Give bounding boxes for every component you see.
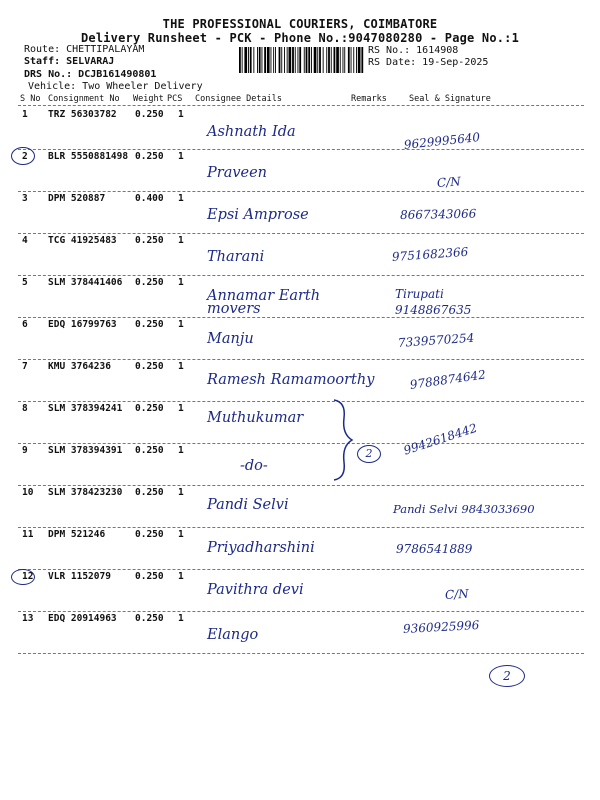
row-sno: 1 xyxy=(22,109,28,120)
row-weight: 0.250 xyxy=(135,487,164,498)
row-sno: 12 xyxy=(22,571,34,582)
row-consignment: DPM 521246 xyxy=(48,529,106,540)
row-divider xyxy=(18,611,584,612)
row-sno: 3 xyxy=(22,193,28,204)
vehicle-label: Vehicle: Two Wheeler Delivery xyxy=(28,81,203,92)
runsheet-subtitle: Delivery Runsheet - PCK - Phone No.:9047080280 - Page No.:1 xyxy=(80,31,520,45)
col-seal: Seal & Signature xyxy=(409,94,491,104)
row-consignment: SLM 378441406 xyxy=(48,277,123,288)
row-consignment: EDQ 20914963 xyxy=(48,613,117,624)
barcode xyxy=(238,47,365,73)
signature: Pandi Selvi 9843033690 xyxy=(393,502,535,516)
row-divider xyxy=(18,653,584,654)
row-consignment: VLR 1152079 xyxy=(48,571,111,582)
row-consignment: TRZ 56303782 xyxy=(48,109,117,120)
row-weight: 0.250 xyxy=(135,361,164,372)
row-weight: 0.250 xyxy=(135,235,164,246)
row-pcs: 1 xyxy=(178,403,184,414)
row-divider xyxy=(18,443,584,444)
signature: 9788874642 xyxy=(409,367,487,392)
row-consignment: SLM 378423230 xyxy=(48,487,123,498)
row-consignment: EDQ 16799763 xyxy=(48,319,117,330)
row-pcs: 1 xyxy=(178,319,184,330)
bottom-circled-number: 2 xyxy=(489,665,525,687)
row-pcs: 1 xyxy=(178,487,184,498)
bracket-circled-number: 2 xyxy=(357,445,381,463)
row-pcs: 1 xyxy=(178,361,184,372)
col-weight: Weight xyxy=(133,94,164,104)
row-divider xyxy=(18,191,584,192)
col-remarks: Remarks xyxy=(351,94,387,104)
circled-mark-row-12 xyxy=(11,569,35,585)
col-consignment: Consignment No xyxy=(48,94,120,104)
row-sno: 5 xyxy=(22,277,28,288)
row-weight: 0.250 xyxy=(135,403,164,414)
row-sno: 11 xyxy=(22,529,34,540)
row-weight: 0.400 xyxy=(135,193,164,204)
row-consignment: DPM 520887 xyxy=(48,193,106,204)
row-divider xyxy=(18,359,584,360)
consignee-name: Ramesh Ramamoorthy xyxy=(207,372,375,388)
row-sno: 6 xyxy=(22,319,28,330)
staff-label: Staff: SELVARAJ xyxy=(24,56,115,67)
row-consignment: SLM 378394391 xyxy=(48,445,123,456)
row-weight: 0.250 xyxy=(135,109,164,120)
circled-mark-row-2 xyxy=(11,147,35,165)
row-weight: 0.250 xyxy=(135,151,164,162)
consignee-name: Pandi Selvi xyxy=(207,497,289,513)
row-divider xyxy=(18,149,584,150)
rs-date: RS Date: 19-Sep-2025 xyxy=(368,57,489,68)
row-divider xyxy=(18,317,584,318)
row-divider xyxy=(18,275,584,276)
row-sno: 2 xyxy=(22,151,28,162)
consignee-name: Ashnath Ida xyxy=(207,124,296,140)
row-sno: 13 xyxy=(22,613,34,624)
row-pcs: 1 xyxy=(178,571,184,582)
row-consignment: BLR 5550881498 xyxy=(48,151,129,162)
row-weight: 0.250 xyxy=(135,613,164,624)
row-pcs: 1 xyxy=(178,151,184,162)
consignee-name: Praveen xyxy=(207,165,268,181)
consignee-name: Epsi Amprose xyxy=(207,207,309,223)
consignee-name: -do- xyxy=(240,458,268,474)
consignee-name: Tharani xyxy=(207,249,265,265)
bracket-mark xyxy=(330,398,358,482)
row-pcs: 1 xyxy=(178,613,184,624)
row-weight: 0.250 xyxy=(135,529,164,540)
col-pcs: PCS xyxy=(167,94,183,104)
consignee-name: Muthukumar xyxy=(207,410,304,426)
row-divider xyxy=(18,485,584,486)
signature: 9786541889 xyxy=(396,542,473,556)
signature: 7339570254 xyxy=(397,330,475,350)
signature: 9751682366 xyxy=(391,244,469,264)
row-sno: 10 xyxy=(22,487,34,498)
signature: 9629995640 xyxy=(403,130,481,152)
row-sno: 7 xyxy=(22,361,28,372)
signature: Tirupati 9148867635 xyxy=(395,287,472,317)
row-sno: 9 xyxy=(22,445,28,456)
row-pcs: 1 xyxy=(178,529,184,540)
row-pcs: 1 xyxy=(178,109,184,120)
row-consignment: KMU 3764236 xyxy=(48,361,111,372)
signature: 9942618442 xyxy=(401,420,479,458)
signature: 8667343066 xyxy=(399,206,477,222)
signature: C/N xyxy=(436,174,462,190)
rs-number: RS No.: 1614908 xyxy=(368,45,459,56)
row-consignment: SLM 378394241 xyxy=(48,403,123,414)
consignee-name: Annamar Earth movers xyxy=(207,288,321,317)
row-divider xyxy=(18,401,584,402)
header-divider xyxy=(18,105,584,106)
row-pcs: 1 xyxy=(178,235,184,246)
row-divider xyxy=(18,233,584,234)
row-pcs: 1 xyxy=(178,277,184,288)
col-sno: S No xyxy=(20,94,41,104)
route-label: Route: CHETTIPALAYAM xyxy=(24,44,145,55)
consignee-name: Manju xyxy=(207,331,254,347)
row-sno: 4 xyxy=(22,235,28,246)
signature: C/N xyxy=(444,586,470,602)
row-pcs: 1 xyxy=(178,445,184,456)
consignee-name: Pavithra devi xyxy=(207,582,304,598)
row-consignment: TCG 41925483 xyxy=(48,235,117,246)
row-pcs: 1 xyxy=(178,193,184,204)
consignee-name: Priyadharshini xyxy=(207,540,315,556)
row-divider xyxy=(18,527,584,528)
drs-number: DRS No.: DCJB161490801 xyxy=(24,69,157,80)
row-weight: 0.250 xyxy=(135,445,164,456)
col-consignee: Consignee Details xyxy=(195,94,282,104)
consignee-name: Elango xyxy=(207,627,259,643)
company-title: THE PROFESSIONAL COURIERS, COIMBATORE xyxy=(162,17,438,31)
row-weight: 0.250 xyxy=(135,319,164,330)
row-divider xyxy=(18,569,584,570)
row-weight: 0.250 xyxy=(135,571,164,582)
row-sno: 8 xyxy=(22,403,28,414)
signature: 9360925996 xyxy=(402,618,480,636)
row-weight: 0.250 xyxy=(135,277,164,288)
